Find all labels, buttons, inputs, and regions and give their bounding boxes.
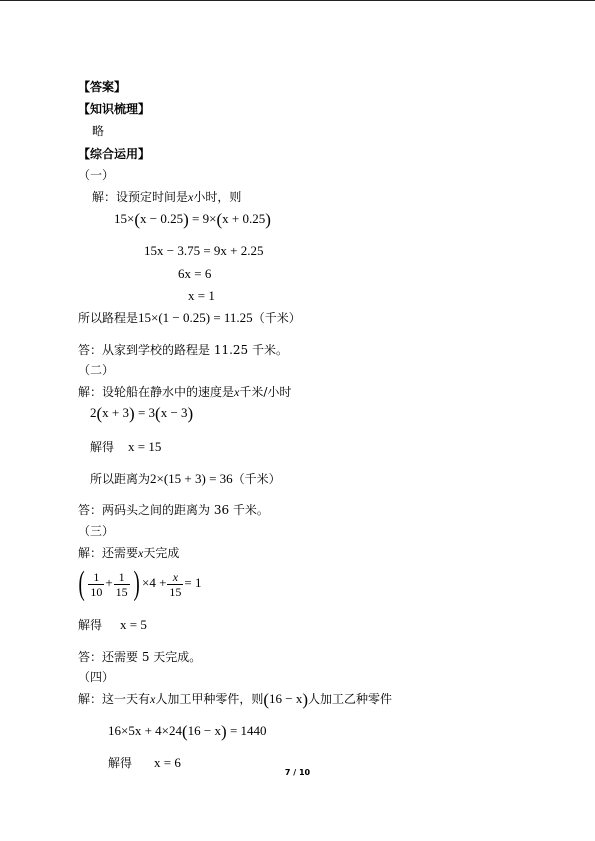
part4-eq1-b: 16 − x [187,723,222,738]
heading-application: 【综合运用】 [78,147,151,161]
part4-label: （四） [78,670,115,684]
paren-close: ) [187,404,194,423]
part1-equation-4: x = 1 [188,288,215,303]
frac2-denominator: 15 [115,584,128,599]
part2-solve-label: 解得 [90,440,115,454]
part4-eq1-c: = 1440 [226,723,267,738]
part1-eq1-c: = 9× [188,211,217,226]
page-number: 7 / 10 [284,768,311,777]
part2-eq1-d: x − 3 [160,405,188,420]
part4-equation-1 [108,724,267,739]
part1-intro-b: 小时，则 [193,190,242,204]
part1-equation-2: 15x − 3.75 = 9x + 2.25 [144,243,264,258]
part1-answer: 答：从家到学校的路程是 11.25 千米。 [78,343,288,357]
part2-intro-a: 解：设轮船在静水中的速度是 [78,385,235,399]
part1-intro-a: 解：设预定时间是 [92,190,189,204]
part3-intro-var: x [138,546,144,560]
paren-open: ( [216,210,223,229]
part2-dist-eq: 2×(15 + 3) = 36 [150,471,233,486]
paren-close: ) [221,722,227,741]
frac2-numerator: 1 [114,570,130,585]
knowledge-body: 略 [92,124,105,138]
part4-intro-c: 人加工乙种零件 [308,692,393,706]
part2-equation-1 [90,406,193,421]
paren-open: ( [96,404,103,423]
part2-dist-b: （千米） [232,472,281,486]
paren-open: ( [134,210,141,229]
paren-close: ) [183,210,189,229]
part1-intro [92,190,241,204]
frac1-numerator: 1 [88,570,104,585]
part2-dist-a: 所以距离为 [90,472,151,486]
part2-solve-eq: x = 15 [128,439,162,454]
part2-intro-var: x [234,385,240,399]
part1-route-a: 所以路程是 [78,311,139,325]
part4-intro-a: 解：这一天有 [78,692,151,706]
part3-solve-eq: x = 5 [120,617,147,632]
plus-sign: + [105,575,113,590]
part3-answer: 答：还需要 5 天完成。 [78,650,202,664]
paren-close: ) [129,404,135,423]
part2-eq1-c: = 3 [134,405,156,420]
part2-answer: 答：两码头之间的距离为 36 千米。 [78,503,269,517]
part2-distance [90,472,281,486]
part3-intro [78,546,179,560]
part1-label: （一） [78,168,115,182]
part4-intro-expr: 16 − x [269,691,303,706]
part1-route-eq: 15×(1 − 0.25) = 11.25 [138,310,253,325]
paren-open: ( [182,722,188,741]
part2-eq1-b: x + 3 [102,405,130,420]
bracket-open: ( [78,565,85,603]
heading-knowledge: 【知识梳理】 [78,102,151,116]
page-top-rule [0,0,595,1]
paren-close: ) [265,210,271,229]
part2-label: （二） [78,363,115,377]
part1-intro-var: x [188,190,194,204]
frac1-denominator: 10 [90,584,103,599]
part1-route [78,311,301,325]
part2-eq1-a: 2 [90,405,97,420]
part4-eq1-a: 16×5x + 4×24 [108,723,182,738]
part2-intro-b: 千米/小时 [239,385,292,399]
part1-equation-1 [114,212,271,227]
part3-solve [78,618,147,632]
part1-equation-3: 6x = 6 [178,266,212,281]
equals-one: = 1 [184,575,202,590]
part4-solve-label: 解得 [108,756,133,770]
part1-route-b: （千米） [252,311,301,325]
part3-intro-a: 解：还需要 [78,546,139,560]
heading-answer: 【答案】 [78,80,127,94]
part1-eq1-d: x + 0.25 [222,211,266,226]
part3-solve-label: 解得 [78,618,103,632]
bracket-close: ) [133,565,140,603]
part4-intro-var: x [150,692,156,706]
part3-equation [76,566,202,601]
frac3-numerator: x [167,570,183,585]
times-four: ×4 + [142,575,167,590]
fraction-1-15 [114,570,130,599]
paren-close: ) [302,690,309,709]
part3-intro-b: 天完成 [143,546,180,560]
frac3-denominator: 15 [169,584,182,599]
fraction-1-10 [88,570,104,599]
part4-intro-b: 人加工甲种零件，则 [155,692,264,706]
part4-intro [78,692,392,707]
fraction-x-15 [167,570,183,599]
part1-eq1-a: 15× [114,211,135,226]
part2-solve [90,440,161,454]
part1-eq1-b: x − 0.25 [140,211,184,226]
part4-solve-eq: x = 6 [154,755,181,770]
part2-intro [78,385,291,399]
paren-open: ( [155,404,161,423]
part3-label: （三） [78,524,115,538]
paren-open: ( [263,690,270,709]
